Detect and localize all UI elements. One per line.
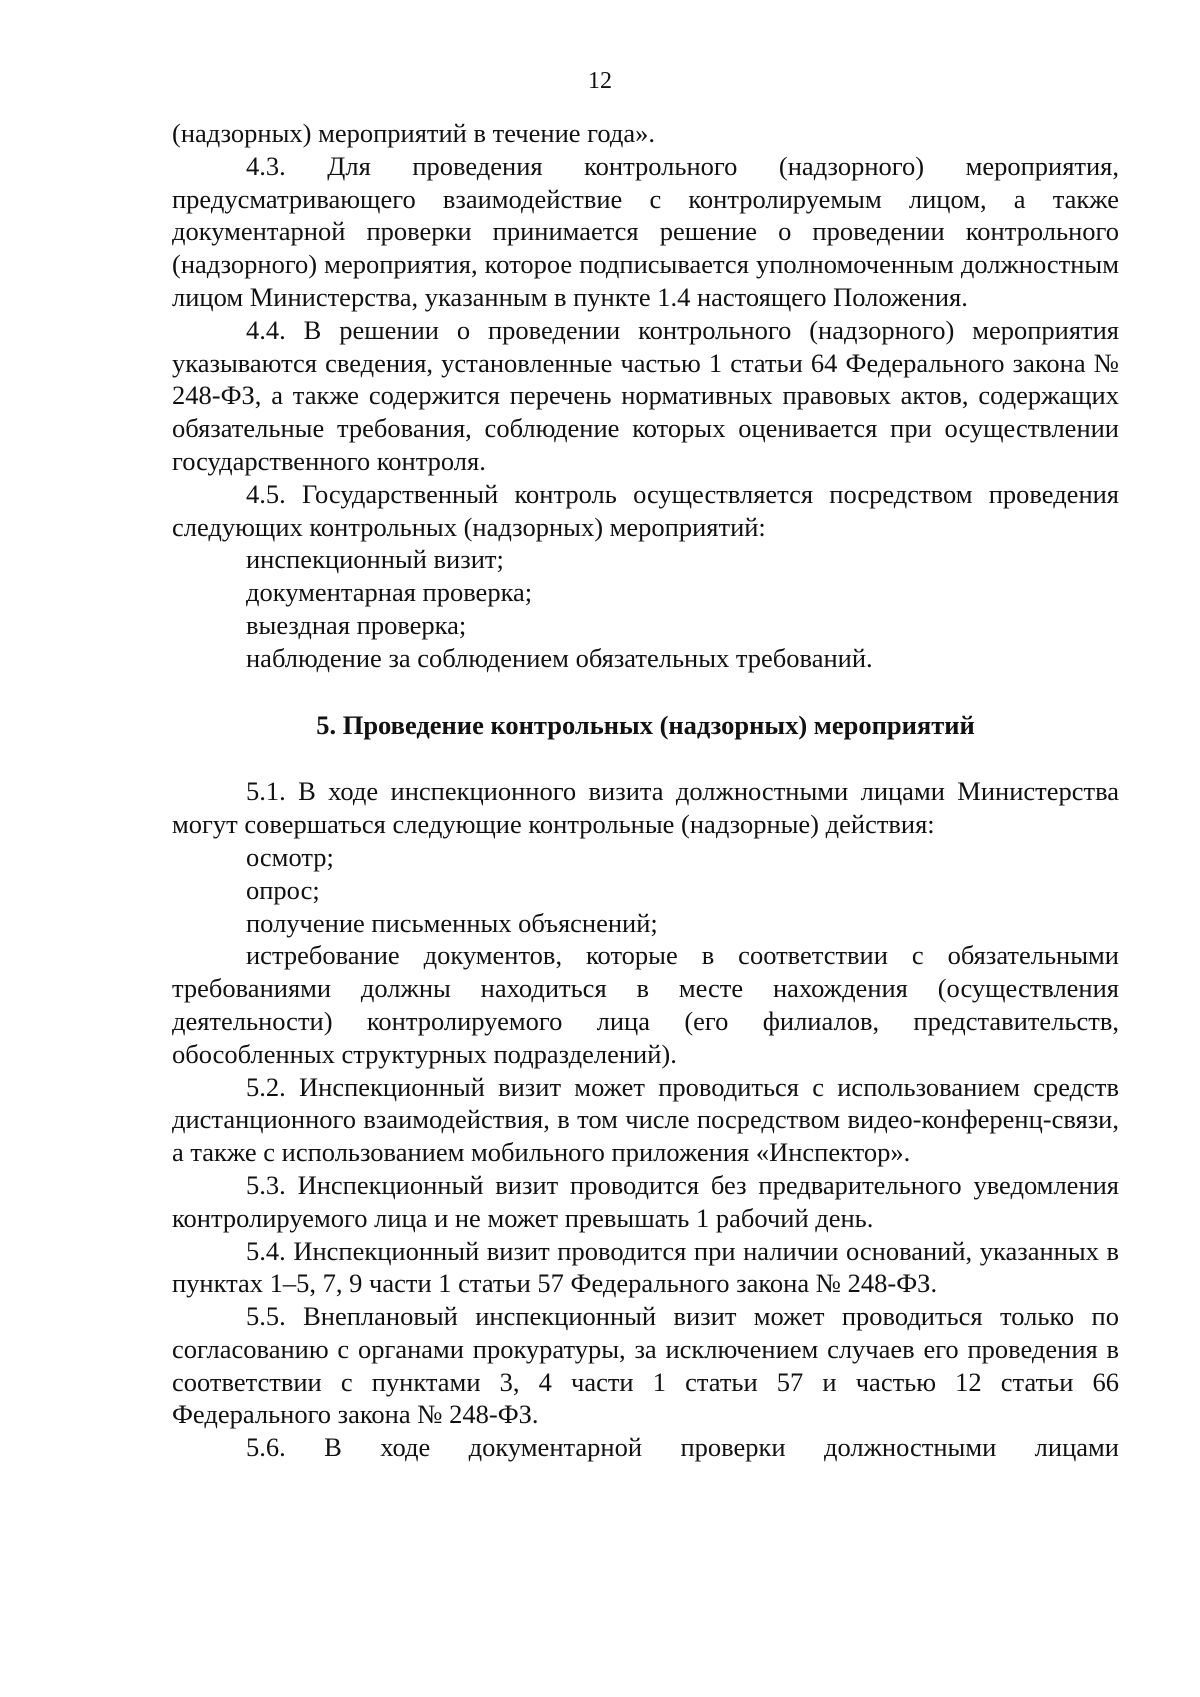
page-number: 12: [588, 68, 612, 94]
paragraph-5-6: 5.6. В ходе документарной проверки должностными лицами: [246, 1432, 1119, 1463]
paragraph-4-3: 4.3. Для проведения контрольного (надзорного) мероприятия, предусматривающего взаимодействие с контролируемым лицом, а также документарной проверки принимается решение о проведении контрольного (надзорного) мероприятия, которое подписывается уполномоченным должностным лицом Министерства, указанным в пункте 1.4 настоящего Положения.: [172, 150, 1119, 312]
list-item-document-request: истребование документов, которые в соответствии с обязательными требованиями должны находиться в месте нахождения (осуществления деятельности) контролируемого лица (его филиалов, представительств, обособленных структурных подразделений).: [172, 940, 1119, 1069]
list-item-written-explanations: получение письменных объяснений;: [246, 907, 658, 938]
list-item-inspection-visit: инспекционный визит;: [246, 544, 504, 575]
paragraph-4-4: 4.4. В решении о проведении контрольного (надзорного) мероприятия указываются сведения, установленные частью 1 статьи 64 Федерального закона № 248-ФЗ, а также содержится перечень нормативных правовых актов, содержащих обязательные требования, соблюдение которых оценивается при осуществлении государственного контроля.: [172, 314, 1119, 476]
paragraph-5-5: 5.5. Внеплановый инспекционный визит может проводиться только по согласованию с органами прокуратуры, за исключением случаев его проведения в соответствии с пунктами 3, 4 части 1 статьи 57 и частью 12 статьи 66 Федерального закона № 248-ФЗ.: [172, 1301, 1119, 1430]
paragraph-4-5: 4.5. Государственный контроль осуществляется посредством проведения следующих контрольных (надзорных) мероприятий:: [172, 478, 1119, 542]
list-item-onsite-check: выездная проверка;: [246, 609, 467, 640]
list-item-interview: опрос;: [246, 874, 320, 905]
paragraph-5-4: 5.4. Инспекционный визит проводится при наличии оснований, указанных в пунктах 1–5, 7, 9 части 1 статьи 57 Федерального закона № 248-ФЗ.: [172, 1235, 1119, 1299]
paragraph-5-3: 5.3. Инспекционный визит проводится без предварительного уведомления контролируемого лица и не может превышать 1 рабочий день.: [172, 1169, 1119, 1233]
section-heading: 5. Проведение контрольных (надзорных) мероприятий: [316, 709, 975, 740]
paragraph-continuation: (надзорных) мероприятий в течение года».: [172, 118, 655, 148]
paragraph-5-1: 5.1. В ходе инспекционного визита должностными лицами Министерства могут совершаться следующие контрольные (надзорные) действия:: [172, 776, 1119, 840]
document-body: [172, 117, 1119, 1464]
list-item-inspection: осмотр;: [246, 841, 334, 872]
paragraph-5-2: 5.2. Инспекционный визит может проводиться с использованием средств дистанционного взаимодействия, в том числе посредством видео-конференц-связи, а также с использованием мобильного приложения «Инспектор».: [172, 1071, 1119, 1168]
list-item-document-check: документарная проверка;: [246, 577, 533, 608]
list-item-observation: наблюдение за соблюдением обязательных требований.: [246, 642, 873, 673]
